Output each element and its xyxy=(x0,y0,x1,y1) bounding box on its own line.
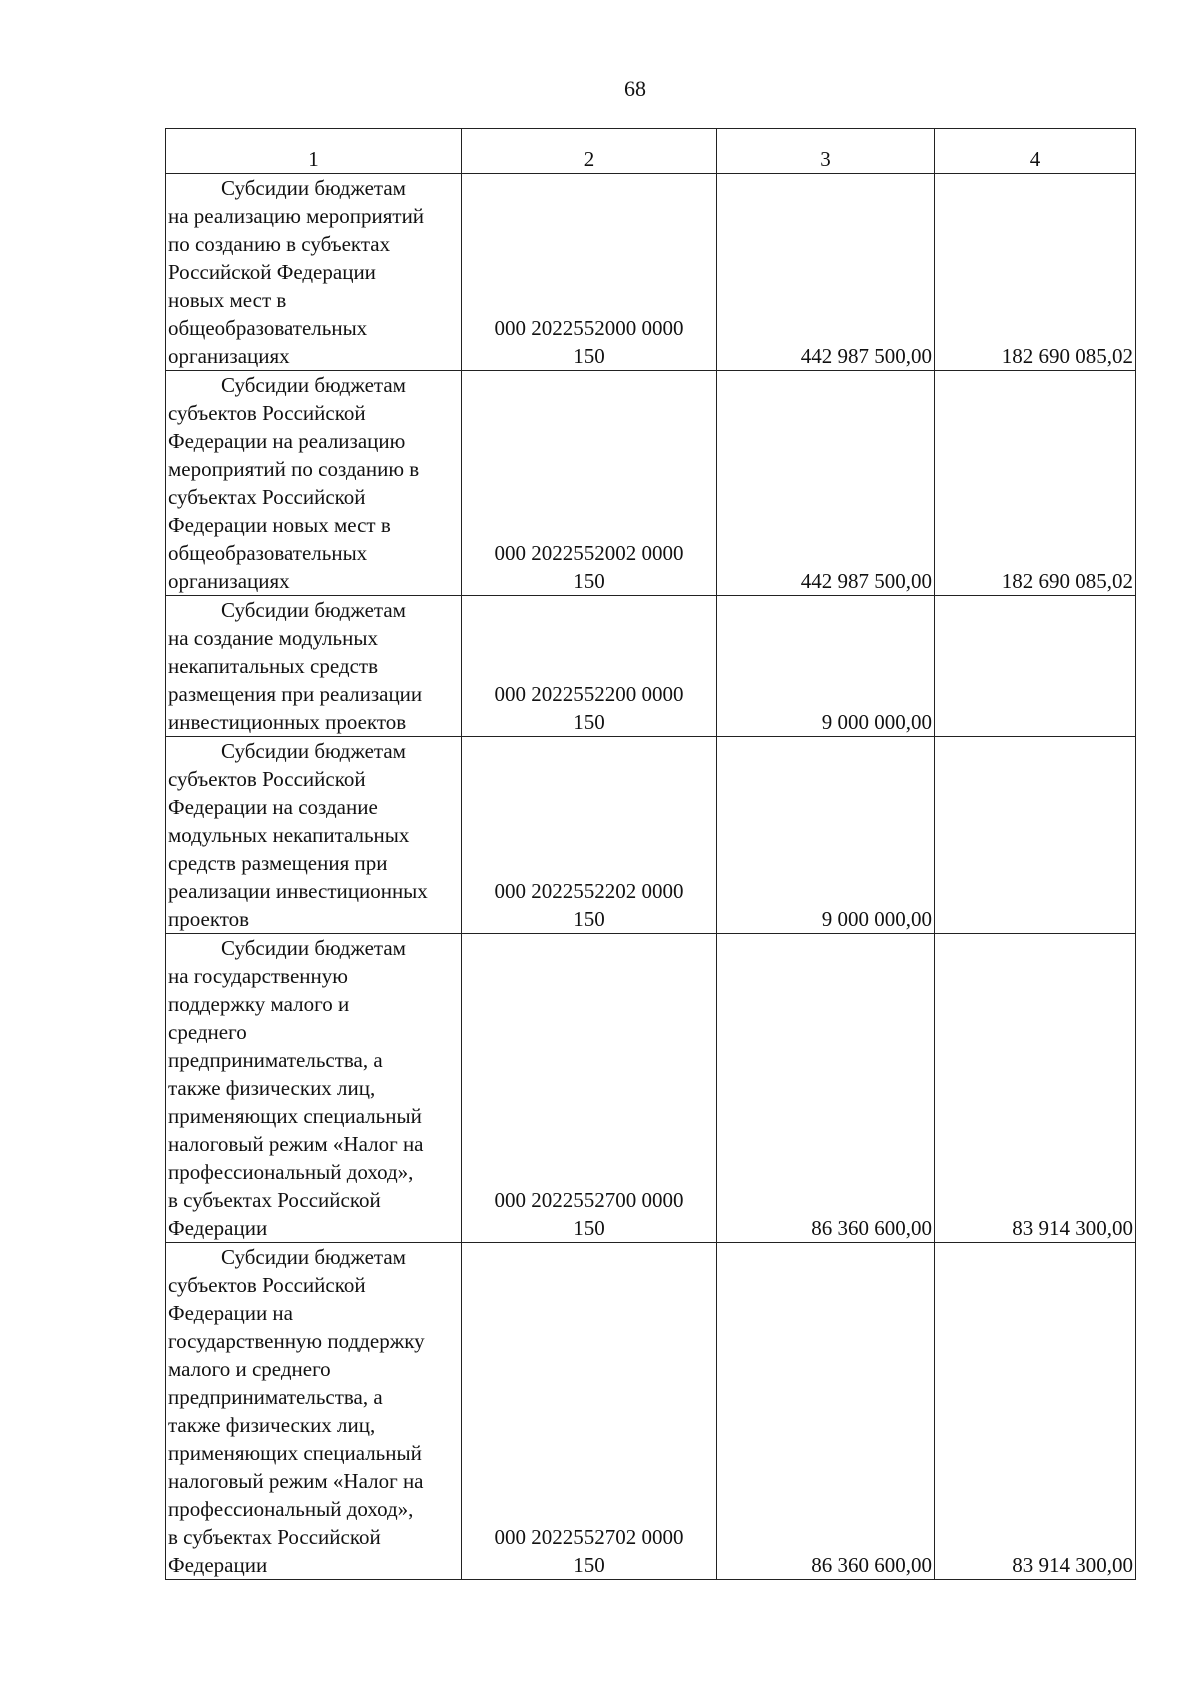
subsidy-name-cell xyxy=(166,371,462,596)
column-header-4: 4 xyxy=(935,129,1136,174)
budget-code-text: 000 2022552200 0000 150 xyxy=(494,682,684,734)
amount-col4-cell xyxy=(935,737,1136,934)
subsidy-name-text: субъектов Российской Федерации на реализацию мероприятий по созданию в субъектах Российской Федерации новых мест в общеобразовательных организациях xyxy=(168,401,420,593)
budget-code-text: 000 2022552002 0000 150 xyxy=(494,541,684,593)
subsidy-name-cell xyxy=(166,934,462,1243)
amount-col4-cell xyxy=(935,596,1136,737)
table-body xyxy=(166,174,1136,1580)
header-row xyxy=(166,129,1136,174)
subsidy-name-cell xyxy=(166,737,462,934)
subsidy-name-text: на создание модульных некапитальных средств размещения при реализации инвестиционных проектов xyxy=(168,626,423,734)
amount-col3-cell: 86 360 600,00 xyxy=(717,1243,935,1580)
column-header-2: 2 xyxy=(462,129,717,174)
budget-code-text: 000 2022552000 0000 150 xyxy=(494,316,684,368)
budget-code-cell xyxy=(462,371,717,596)
column-header-3: 3 xyxy=(717,129,935,174)
subsidy-name-cell xyxy=(166,1243,462,1580)
amount-col4-cell: 83 914 300,00 xyxy=(935,934,1136,1243)
table-row xyxy=(166,174,1136,371)
column-header-1: 1 xyxy=(166,129,462,174)
subsidy-name-first-line: Субсидии бюджетам xyxy=(221,176,406,200)
budget-code-text: 000 2022552700 0000 150 xyxy=(494,1188,684,1240)
subsidy-name-first-line: Субсидии бюджетам xyxy=(221,936,406,960)
subsidy-name-cell xyxy=(166,596,462,737)
subsidy-name-text: субъектов Российской Федерации на создание модульных некапитальных средств размещения при реализации инвестиционных проектов xyxy=(168,767,428,931)
amount-col4-cell: 83 914 300,00 xyxy=(935,1243,1136,1580)
budget-code-cell xyxy=(462,934,717,1243)
budget-code-cell xyxy=(462,1243,717,1580)
budget-code-text: 000 2022552202 0000 150 xyxy=(494,879,684,931)
amount-col3-cell: 9 000 000,00 xyxy=(717,596,935,737)
subsidy-name-text: на реализацию мероприятий по созданию в субъектах Российской Федерации новых мест в общеобразовательных организациях xyxy=(168,204,425,368)
subsidy-name-first-line: Субсидии бюджетам xyxy=(221,598,406,622)
table-row xyxy=(166,1243,1136,1580)
budget-code-text: 000 2022552702 0000 150 xyxy=(494,1525,684,1577)
table-row xyxy=(166,596,1136,737)
subsidy-name-first-line: Субсидии бюджетам xyxy=(221,739,406,763)
subsidy-name-first-line: Субсидии бюджетам xyxy=(221,373,406,397)
table-row xyxy=(166,934,1136,1243)
amount-col3-cell: 442 987 500,00 xyxy=(717,371,935,596)
amount-col3-cell: 86 360 600,00 xyxy=(717,934,935,1243)
budget-code-cell xyxy=(462,596,717,737)
amount-col3-cell: 442 987 500,00 xyxy=(717,174,935,371)
table-row xyxy=(166,737,1136,934)
budget-table xyxy=(165,128,1136,1580)
page-number: 68 xyxy=(624,76,646,101)
amount-col4-cell: 182 690 085,02 xyxy=(935,371,1136,596)
subsidy-name-cell xyxy=(166,174,462,371)
subsidy-name-text: на государственную поддержку малого и среднего предпринимательства, а также физических лиц, применяющих специальный налоговый режим «Налог на профессиональный доход», в субъектах Российской Федерации xyxy=(168,964,424,1240)
budget-code-cell xyxy=(462,174,717,371)
table-row xyxy=(166,371,1136,596)
budget-code-cell xyxy=(462,737,717,934)
table-header xyxy=(166,129,1136,174)
subsidy-name-first-line: Субсидии бюджетам xyxy=(221,1245,406,1269)
amount-col3-cell: 9 000 000,00 xyxy=(717,737,935,934)
subsidy-name-text: субъектов Российской Федерации на государственную поддержку малого и среднего предпринимательства, а также физических лиц, применяющих специальный налоговый режим «Налог на профессиональный доход», в субъектах Российской Федерации xyxy=(168,1273,425,1577)
amount-col4-cell: 182 690 085,02 xyxy=(935,174,1136,371)
